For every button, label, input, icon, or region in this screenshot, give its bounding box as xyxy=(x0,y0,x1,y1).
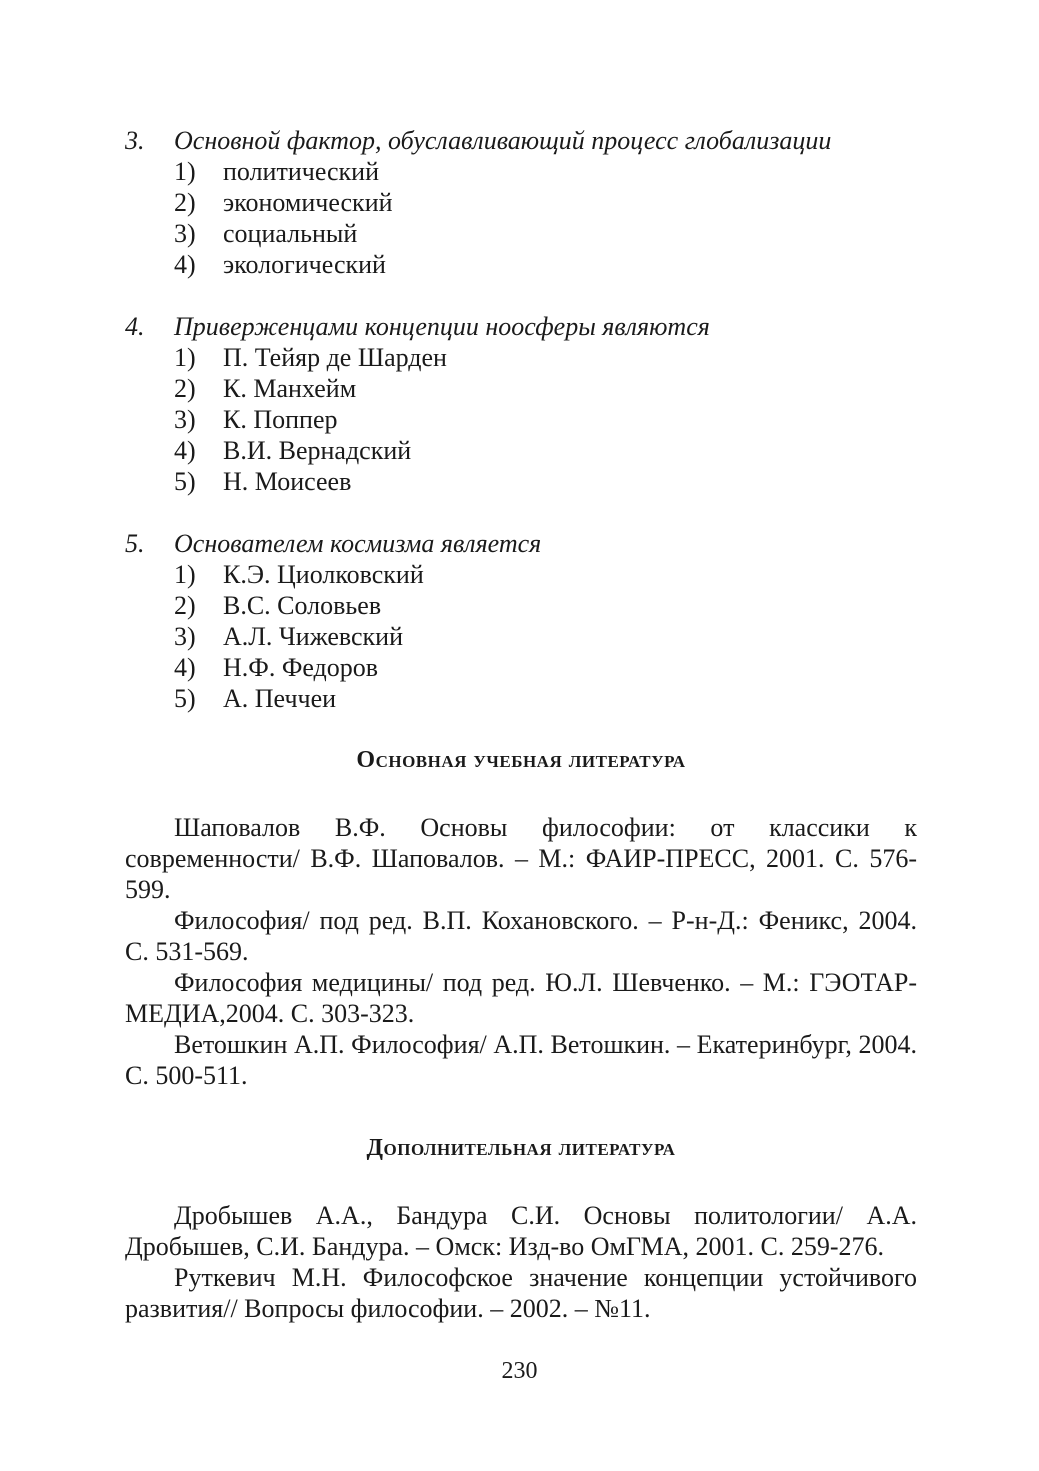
additional-literature-heading: Дополнительная литература xyxy=(366,1135,676,1161)
option-text: экономический xyxy=(223,188,393,217)
answer-option xyxy=(125,373,917,404)
answer-option xyxy=(125,342,917,373)
answer-option xyxy=(125,652,917,683)
answer-option xyxy=(125,218,917,249)
option-number: 4) xyxy=(174,436,196,465)
option-text: П. Тейяр де Шарден xyxy=(223,343,447,372)
option-number: 2) xyxy=(174,374,196,403)
question-number: 4. xyxy=(125,312,145,341)
option-text: политический xyxy=(223,157,379,186)
question-3 xyxy=(125,125,917,280)
answer-option xyxy=(125,683,917,714)
page-content xyxy=(125,125,917,1366)
answer-option xyxy=(125,559,917,590)
option-number: 1) xyxy=(174,157,196,186)
option-number: 5) xyxy=(174,684,196,713)
option-text: В.И. Вернадский xyxy=(223,436,412,465)
reference-item: Ветошкин А.П. Философия/ А.П. Ветошкин. – Екатеринбург, 2004. С. 500-511. xyxy=(125,1030,917,1090)
question-4 xyxy=(125,311,917,497)
option-text: К. Манхейм xyxy=(223,374,357,403)
option-number: 1) xyxy=(174,560,196,589)
reference-item: Шаповалов В.Ф. Основы философии: от классики к современности/ В.Ф. Шаповалов. – М.: ФАИР-ПРЕСС, 2001. С. 576-599. xyxy=(125,813,917,904)
question-text: Основной фактор, обуславливающий процесс глобализации xyxy=(174,126,832,155)
reference-item: Руткевич М.Н. Философское значение концепции устойчивого развития// Вопросы философии. – 2002. – №11. xyxy=(125,1263,917,1323)
main-literature-list xyxy=(125,812,917,1091)
option-number: 5) xyxy=(174,467,196,496)
option-text: К.Э. Циолковский xyxy=(223,560,424,589)
question-text: Основателем космизма является xyxy=(174,529,542,558)
option-text: экологический xyxy=(223,250,386,279)
answer-option xyxy=(125,187,917,218)
option-number: 3) xyxy=(174,405,196,434)
question-title xyxy=(125,528,917,559)
question-text: Приверженцами концепции ноосферы являются xyxy=(174,312,710,341)
reference-item: Философия/ под ред. В.П. Кохановского. – Р-н-Д.: Феникс, 2004. С. 531-569. xyxy=(125,906,917,966)
reference-item: Философия медицины/ под ред. Ю.Л. Шевченко. – М.: ГЭОТАР-МЕДИА,2004. С. 303-323. xyxy=(125,968,917,1028)
option-text: социальный xyxy=(223,219,358,248)
main-literature-heading: Основная учебная литература xyxy=(356,747,686,773)
page-number: 230 xyxy=(501,1358,538,1384)
answer-option xyxy=(125,590,917,621)
option-number: 2) xyxy=(174,188,196,217)
option-text: Н.Ф. Федоров xyxy=(223,653,379,682)
option-number: 2) xyxy=(174,591,196,620)
question-number: 5. xyxy=(125,529,145,558)
question-5 xyxy=(125,528,917,714)
option-number: 1) xyxy=(174,343,196,372)
option-text: В.С. Соловьев xyxy=(223,591,382,620)
additional-literature-list xyxy=(125,1200,917,1324)
option-text: А.Л. Чижевский xyxy=(223,622,404,651)
answer-option xyxy=(125,621,917,652)
reference-item: Дробышев А.А., Бандура С.И. Основы политологии/ А.А. Дробышев, С.И. Бандура. – Омск: Изд-во ОмГМА, 2001. С. 259-276. xyxy=(125,1201,917,1261)
option-text: К. Поппер xyxy=(223,405,338,434)
answer-option xyxy=(125,156,917,187)
option-text: Н. Моисеев xyxy=(223,467,352,496)
answer-option xyxy=(125,466,917,497)
question-number: 3. xyxy=(125,126,145,155)
question-title xyxy=(125,311,917,342)
answer-option xyxy=(125,435,917,466)
question-title xyxy=(125,125,917,156)
option-number: 3) xyxy=(174,219,196,248)
option-number: 4) xyxy=(174,250,196,279)
option-number: 3) xyxy=(174,622,196,651)
answer-option xyxy=(125,249,917,280)
answer-option xyxy=(125,404,917,435)
option-number: 4) xyxy=(174,653,196,682)
option-text: А. Печчеи xyxy=(223,684,337,713)
